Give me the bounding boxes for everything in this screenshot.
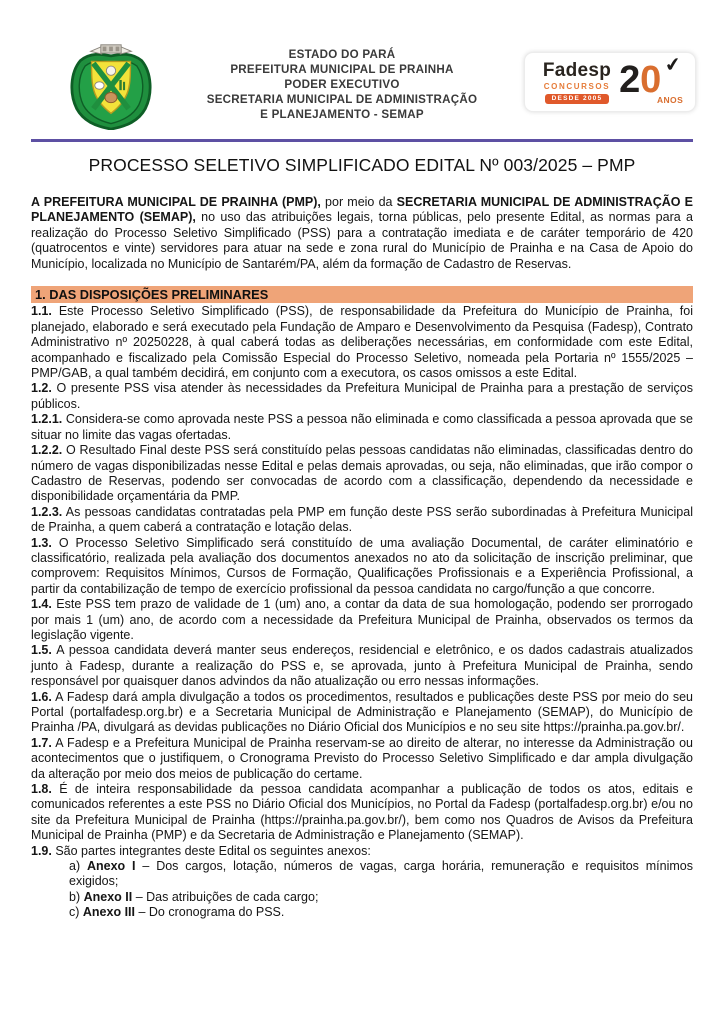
paragraph-1-6 (31, 690, 693, 736)
paragraph-1-8 (31, 782, 693, 844)
anniversary-digit-2: 2 (619, 59, 641, 101)
paragraph-number: 1.2.2. (31, 443, 63, 458)
intro-text-1: por meio da (320, 195, 397, 209)
paragraph-1-2 (31, 381, 693, 412)
paragraph-1-3 (31, 536, 693, 598)
paragraph-text: É de inteira responsabilidade da pessoa candidata acompanhar a publicação de todos os atos, editais e comunicados referentes a este PSS no Diário Oficial dos Municípios, no Portal da Fadesp (portalfadesp.org.br) e/ou no site da Prefeitura Municipal de Prainha (https://prainha.pa.gov.br/), bem como nos Quadros de Avisos da Prefeitura Municipal de Prainha (PMP) e da Secretaria de Administração e Planejamento (SEMAP). (31, 782, 693, 843)
fadesp-desde-badge: DESDE 2005 (545, 94, 610, 104)
paragraph-number: 1.9. (31, 843, 52, 858)
annex-item-a (69, 859, 693, 890)
paragraph-1-2-2 (31, 443, 693, 505)
annex-text: – Das atribuições de cada cargo; (132, 889, 319, 904)
paragraph-1-1 (31, 304, 693, 381)
paragraph-number: 1.2.1. (31, 412, 63, 427)
annex-letter: c) (69, 905, 83, 920)
annex-name: Anexo III (82, 905, 135, 920)
paragraph-number: 1.5. (31, 643, 52, 658)
document-header (0, 0, 724, 130)
paragraph-number: 1.2. (31, 381, 52, 396)
org-name-block (160, 42, 524, 122)
anniversary-digit-0: 0 (640, 59, 662, 101)
org-line-state: ESTADO DO PARÁ (288, 48, 396, 61)
annex-name: Anexo II (83, 889, 133, 904)
paragraph-text: Considera-se como aprovada neste PSS a pessoa não eliminada e como classificada a pessoa aprovada que se situar no limite das vagas ofertadas. (31, 412, 693, 442)
paragraph-text: Este Processo Seletivo Simplificado (PSS), de responsabilidade da Prefeitura do Município de Prainha, foi planejado, elaborado e será executado pela Fundação de Amparo e Desenvolvimento da Pesquisa (Fadesp), Contrato Administrativo nº 20250228, à qual caberá todas as deliberações necessárias, em conformidade com este Edital, acompanhado e fiscalizado pela Comissão Especial do Processo Seletivo, nomeada pela Portaria nº 1555/2025 – PMP/GAB, a qual também decidirá, em conjunto com a executora, os casos omissos a este Edital. (31, 304, 693, 381)
intro-text-2: no uso das atribuições legais, torna públicas, pelo presente Edital, as normas para a realização do Processo Seletivo Simplificado (PSS) para a contratação imediata e de caráter temporário de 420 (quatrocentos e vinte) servidores para atuar na sede e zona rural do Município de Prainha e na Casa de Apoio do Município, localizada no Município de Santarém/PA, além da formação de Cadastro de Reservas. (31, 210, 693, 271)
paragraph-1-4 (31, 597, 693, 643)
paragraph-number: 1.7. (31, 735, 52, 750)
org-line-prefeitura: PREFEITURA MUNICIPAL DE PRAINHA (230, 63, 454, 76)
intro-paragraph (31, 195, 693, 272)
section-heading: 1. DAS DISPOSIÇÕES PRELIMINARES (31, 286, 693, 303)
paragraph-text: As pessoas candidatas contratadas pela PMP em função deste PSS serão subordinadas à Prefeitura Municipal de Prainha, a quem caberá a contratação e lotação delas. (31, 504, 693, 535)
paragraph-1-2-1 (31, 412, 693, 443)
paragraph-1-7 (31, 736, 693, 782)
paragraph-text: A Fadesp dará ampla divulgação a todos os procedimentos, resultados e publicações deste PSS por meio do seu Portal (portalfadesp.org.br) e a Secretaria Municipal de Administração e Planejamento (SEMAP), do Município de Prainha /PA, divulgará as devidas publicações no Diário Oficial dos Municípios e no seu site https://prainha.pa.gov.br/. (31, 689, 693, 735)
check-icon: ✔ (663, 53, 683, 78)
paragraph-text: São partes integrantes deste Edital os seguintes anexos: (51, 843, 371, 858)
paragraph-text: Este PSS tem prazo de validade de 1 (um) ano, a contar da data de sua homologação, podendo ser prorrogado por mais 1 (um) ano, de acordo com a necessidade da Prefeitura Municipal de Prainha, observados os termos da legislação vigente. (31, 597, 693, 642)
fadesp-name: Fadesp (542, 59, 612, 81)
paragraph-number: 1.3. (31, 535, 52, 550)
fadesp-concursos-label: CONCURSOS (543, 81, 611, 91)
anos-label: ANOS (656, 95, 684, 105)
org-line-secretaria: SECRETARIA MUNICIPAL DE ADMINISTRAÇÃO (206, 93, 478, 106)
annex-text: – Do cronograma do PSS. (134, 905, 285, 920)
fadesp-20-anos-mark (619, 53, 684, 105)
annex-letter: b) (69, 889, 84, 904)
paragraph-1-2-3 (31, 505, 693, 536)
paragraph-1-9 (31, 844, 693, 859)
paragraph-text: O Processo Seletivo Simplificado será constituído de uma avaliação Documental, de caráter eliminatório e classificatório, realizada pela avaliação dos documentos anexados no ato da solicitação de inscrição preliminar, que comprovem: Requisitos Mínimos, Cursos de Formação, Qualificações Profissionais e a Experiência Profissional, a partir da contabilização de tempo de exercício profissional da pessoa candidata no cargo/função a que concorre. (31, 535, 693, 596)
fadesp-logo (524, 52, 696, 112)
document-body (31, 195, 693, 921)
annex-name: Anexo I (86, 859, 136, 874)
org-line-semap: E PLANEJAMENTO - SEMAP (260, 108, 424, 121)
annex-letter: a) (69, 859, 87, 874)
paragraph-number: 1.6. (31, 689, 52, 704)
annex-item-b (69, 890, 693, 905)
annex-item-c (69, 905, 693, 920)
intro-bold-semap: SECRETARIA MUNICIPAL DE ADMINISTRAÇÃO E PLANEJAMENTO (SEMAP), (31, 195, 693, 225)
annex-list (31, 859, 693, 921)
annex-text: – Dos cargos, lotação, números de vagas, carga horária, remuneração e requisitos mínimos exigidos; (69, 859, 694, 889)
paragraph-number: 1.1. (31, 304, 52, 319)
paragraph-1-5 (31, 643, 693, 689)
prainha-coat-of-arms-icon (62, 42, 160, 130)
fadesp-wordmark (543, 61, 611, 104)
paragraph-text: A pessoa candidata deverá manter seus endereços, residencial e eletrônico, e os dados cadastrais atualizados junto à Fadesp, durante a realização do PSS e, se aprovada, junto à Prefeitura Municipal de Prainha, sendo responsável por quaisquer danos advindos da não atualização ou erro nessas informações. (31, 643, 693, 689)
paragraph-number: 1.4. (31, 597, 52, 612)
paragraph-number: 1.2.3. (31, 504, 63, 519)
paragraph-text: O presente PSS visa atender às necessidades da Prefeitura Municipal de Prainha para a prestação de serviços públicos. (31, 381, 693, 411)
divider-rule (31, 139, 693, 142)
intro-bold-pmp: A PREFEITURA MUNICIPAL DE PRAINHA (PMP), (31, 195, 321, 209)
paragraph-text: O Resultado Final deste PSS será constituído pelas pessoas candidatas não eliminadas, classificadas dentro do número de vagas disponibilizadas nesse Edital e pelas demais aprovadas, ou seja, não eliminadas, que irão compor o Cadastro de Reservas, podendo ser convocadas de acordo com a classificação, dependendo da necessidade e disponibilidade orçamentária da PMP. (31, 443, 693, 504)
paragraph-text: A Fadesp e a Prefeitura Municipal de Prainha reservam-se ao direito de alterar, no interesse da Administração ou acontecimentos que o justifiquem, o Cronograma Previsto do Processo Seletivo Simplificado e dar ampla divulgação da alteração por meio dos meios de publicação do certame. (31, 735, 693, 781)
page-title: PROCESSO SELETIVO SIMPLIFICADO EDITAL Nº 003/2025 – PMP (88, 155, 636, 175)
paragraph-number: 1.8. (31, 782, 52, 797)
org-line-poder: PODER EXECUTIVO (284, 78, 400, 91)
